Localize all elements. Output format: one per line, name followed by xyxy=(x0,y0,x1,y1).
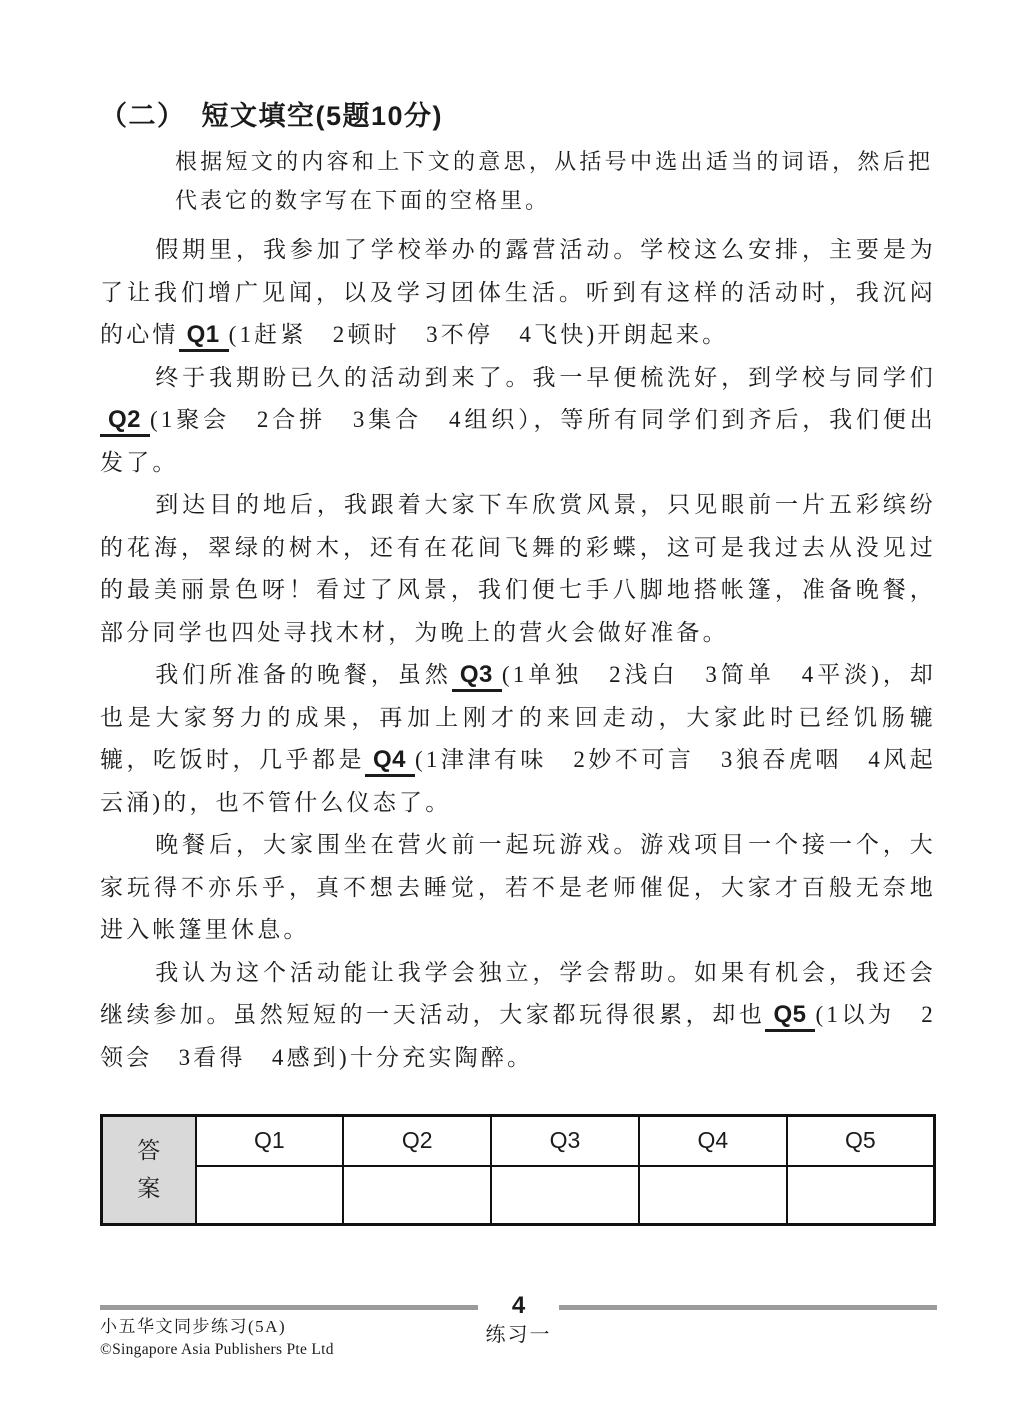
paragraph-1-options: (1赶紧 2顿时 3不停 4飞快)开朗起来。 xyxy=(228,322,729,347)
answer-table xyxy=(100,1114,936,1226)
paragraph-6-text: 我认为这个活动能让我学会独立，学会帮助。如果有机会，我还会继续参加。虽然短短的一天活动，大家都玩得很累，却也 xyxy=(100,959,936,1027)
paragraph-1-text: 假期里，我参加了学校举办的露营活动。学校这么安排，主要是为了让我们增广见闻，以及学习团体生活。听到有这样的活动时，我沉闷的心情 xyxy=(100,237,936,347)
page-number: 4 xyxy=(511,1292,526,1319)
paragraph-4-text: 我们所准备的晚餐，虽然 xyxy=(155,662,452,687)
answer-table-row-header xyxy=(102,1116,196,1225)
answer-table-row-header-label: 答案 xyxy=(137,1138,161,1201)
exercise-label: 练习一 xyxy=(485,1324,552,1346)
answer-col-header-q5: Q5 xyxy=(787,1116,935,1166)
paragraph-6-options: (1以为 2领会 3看得 4感到)十分充实陶醉。 xyxy=(100,1002,937,1070)
blank-q2: Q2 xyxy=(100,406,150,437)
paragraph-2-options: (1聚会 2合拼 3集合 4组织），等所有同学们到齐后，我们便出发了。 xyxy=(100,407,936,475)
copyright-notice: ©Singapore Asia Publishers Pte Ltd xyxy=(100,1341,334,1358)
answer-cell-q3 xyxy=(491,1166,639,1225)
paragraph-2-text: 终于我期盼已久的活动到来了。我一早便梳洗好，到学校与同学们 xyxy=(155,364,936,390)
section-number: （二） xyxy=(100,101,186,131)
paragraph-3 xyxy=(100,484,936,654)
footer xyxy=(100,1312,937,1372)
answer-cell-q1 xyxy=(196,1166,344,1225)
blank-q5: Q5 xyxy=(765,1001,815,1032)
instructions-text: 根据短文的内容和上下文的意思，从括号中选出适当的词语，然后把代表它的数字写在下面的空格里。 xyxy=(175,149,933,213)
blank-q4: Q4 xyxy=(365,746,415,777)
paragraph-5-text: 晚餐后，大家围坐在营火前一起玩游戏。游戏项目一个接一个，大家玩得不亦乐乎，真不想去睡觉，若不是老师催促，大家才百般无奈地进入帐篷里休息。 xyxy=(100,832,936,942)
footer-rule-right xyxy=(559,1305,937,1310)
section-title: 短文填空 xyxy=(201,101,316,131)
answer-table-answer-row xyxy=(102,1166,935,1225)
answer-col-header-q2: Q2 xyxy=(343,1116,491,1166)
paragraph-2 xyxy=(100,357,936,485)
paragraph-4 xyxy=(100,654,936,824)
answer-cell-q2 xyxy=(343,1166,491,1225)
paragraph-4-options-b: (1津津有味 2妙不可言 3狼吞虎咽 4风起云涌)的，也不管什么仪态了。 xyxy=(100,747,937,815)
blank-q3: Q3 xyxy=(452,661,502,692)
answer-table-header-row xyxy=(102,1116,935,1166)
footer-rule-left xyxy=(100,1305,478,1310)
answer-col-header-q4: Q4 xyxy=(639,1116,787,1166)
section-points: (5题10分) xyxy=(315,101,444,131)
answer-cell-q5 xyxy=(787,1166,935,1225)
book-title: 小五华文同步练习(5A) xyxy=(100,1317,287,1336)
paragraph-3-text: 到达目的地后，我跟着大家下车欣赏风景，只见眼前一片五彩缤纷的花海，翠绿的树木，还有在花间飞舞的彩蝶，这可是我过去从没见过的最美丽景色呀！看过了风景，我们便七手八脚地搭帐篷，准备晚餐，部分同学也四处寻找木材，为晚上的营火会做好准备。 xyxy=(100,492,936,645)
answer-cell-q4 xyxy=(639,1166,787,1225)
answer-col-header-q3: Q3 xyxy=(491,1116,639,1166)
paragraph-5 xyxy=(100,824,936,952)
paragraph-4-options-a: (1单独 2浅白 3简单 4平淡)，却也是大家努力的成果，再加上刚才的来回走动，大家此时已经饥肠辘辘，吃饭时，几乎都是 xyxy=(100,662,936,772)
answer-col-header-q1: Q1 xyxy=(196,1116,344,1166)
blank-q1: Q1 xyxy=(179,321,229,352)
paragraph-6 xyxy=(100,952,936,1080)
passage xyxy=(100,229,936,1079)
paragraph-1 xyxy=(100,229,936,357)
section-header xyxy=(100,94,443,133)
